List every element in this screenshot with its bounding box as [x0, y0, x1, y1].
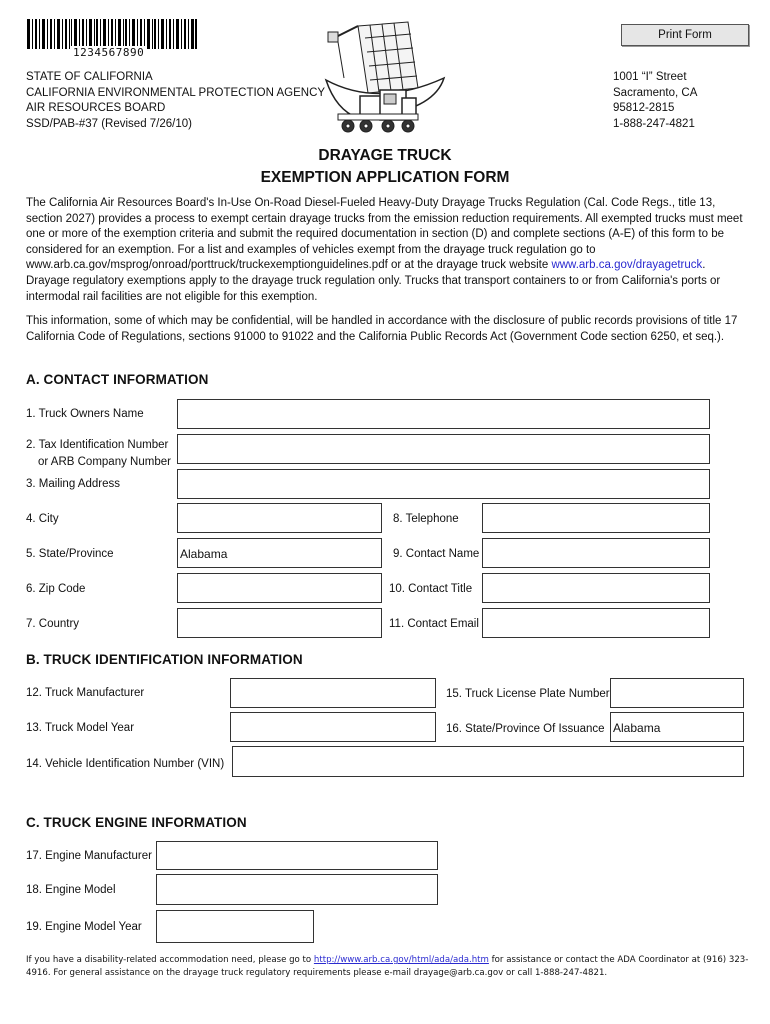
country-field[interactable] — [177, 608, 382, 638]
owner-name-field[interactable] — [177, 399, 710, 429]
form-title-line1: DRAYAGE TRUCK — [318, 147, 452, 164]
license-plate-label: 15. Truck License Plate Number — [446, 688, 610, 700]
footer-text-2: for assistance or contact the ADA Coordinator at (916) 323-4916. For general assistance on the drayage truck regulatory requirements please e-mail drayage@arb.ca.gov or call 1-888-247-4821. — [26, 955, 749, 978]
engine-manufacturer-label: 17. Engine Manufacturer — [26, 850, 152, 862]
mailing-address-label: 3. Mailing Address — [26, 478, 120, 490]
engine-model-label: 18. Engine Model — [26, 884, 116, 896]
vin-field[interactable] — [232, 746, 744, 777]
confidentiality-paragraph: This information, some of which may be confidential, will be handled in accordance with the disclosure of public records provisions of title 17 California Code of Regulations, sections 91000 to 91022 and the California Public Records Act (Government Code section 6250, et seq.). — [26, 315, 738, 343]
issuance-state-select[interactable]: Alabama — [610, 712, 744, 742]
country-label: 7. Country — [26, 618, 80, 630]
section-b-heading: B. TRUCK IDENTIFICATION INFORMATION — [26, 652, 303, 667]
tax-id-label-line1: 2. Tax Identification Number — [26, 439, 169, 451]
engine-model-year-label: 19. Engine Model Year — [26, 921, 142, 933]
agency-line: AIR RESOURCES BOARD — [26, 102, 166, 114]
engine-model-year-field[interactable] — [156, 910, 314, 943]
print-form-button[interactable]: Print Form — [621, 24, 749, 46]
footer-text: If you have a disability-related accommodation need, please go to — [26, 955, 314, 965]
section-c-heading: C. TRUCK ENGINE INFORMATION — [26, 815, 247, 830]
truck-manufacturer-field[interactable] — [230, 678, 436, 708]
address-zip: 95812-2815 — [613, 102, 675, 114]
tax-id-label-line2: or ARB Company Number — [38, 456, 171, 468]
agency-line: CALIFORNIA ENVIRONMENTAL PROTECTION AGENCY — [26, 86, 326, 99]
contact-name-label: 9. Contact Name — [393, 548, 480, 560]
engine-manufacturer-field[interactable] — [156, 841, 438, 870]
barcode-number: 1234567890 — [73, 46, 145, 59]
intro-text: The California Air Resources Board's In-Use On-Road Diesel-Fueled Heavy-Duty Drayage Trucks Regulation (Cal. Code Regs., title 13, section 2027) provides a process to exempt certain drayage trucks from the emission reduction requirements. All exempted trucks must meet one or more of the exemption criteria and submit the required documentation in section (D) and complete sections (A-E) of this form to be considered for an exemption. For a list and examples of vehicles exempt from the drayage truck regulation go to www.arb.ca.gov/msprog/onroad/porttruck/truckexemptionguidelines.pdf or at the drayage truck website — [26, 197, 743, 272]
engine-model-field[interactable] — [156, 874, 438, 905]
truck-model-year-field[interactable] — [230, 712, 436, 742]
contact-email-field[interactable] — [482, 608, 710, 638]
owner-name-label: 1. Truck Owners Name — [26, 408, 144, 420]
vin-label: 14. Vehicle Identification Number (VIN) — [26, 758, 225, 770]
address-city: Sacramento, CA — [613, 86, 698, 99]
intro-paragraph — [26, 196, 752, 305]
drayage-website-link[interactable]: www.arb.ca.gov/drayagetruck — [551, 259, 703, 272]
truck-manufacturer-label: 12. Truck Manufacturer — [26, 687, 145, 699]
address-block — [613, 70, 697, 132]
intro-text-end: . — [702, 259, 706, 272]
ada-link[interactable]: http://www.arb.ca.gov/html/ada/ada.htm — [313, 955, 489, 965]
address-phone: 1-888-247-4821 — [613, 117, 695, 130]
city-field[interactable] — [177, 503, 382, 533]
license-plate-field[interactable] — [610, 678, 744, 708]
state-province-select[interactable]: Alabama — [177, 538, 382, 568]
zip-code-label: 6. Zip Code — [26, 583, 86, 595]
agency-block — [26, 70, 325, 132]
tax-id-field[interactable] — [177, 434, 710, 464]
telephone-field[interactable] — [482, 503, 710, 533]
state-province-label: 5. State/Province — [26, 548, 114, 560]
truck-model-year-label: 13. Truck Model Year — [26, 722, 135, 734]
port-truck-logo — [318, 18, 448, 140]
contact-email-label: 11. Contact Email — [389, 618, 479, 630]
contact-title-field[interactable] — [482, 573, 710, 603]
telephone-label: 8. Telephone — [393, 513, 459, 525]
contact-title-label: 10. Contact Title — [389, 583, 473, 595]
city-label: 4. City — [26, 513, 59, 525]
zip-code-field[interactable] — [177, 573, 382, 603]
tax-id-label — [26, 437, 171, 471]
section-a-heading: A. CONTACT INFORMATION — [26, 372, 209, 387]
barcode — [27, 19, 197, 63]
form-number: SSD/PAB-#37 (Revised 7/26/10) — [26, 117, 192, 130]
address-street: 1001 “I” Street — [613, 71, 687, 83]
form-title-line2: EXEMPTION APPLICATION FORM — [260, 169, 510, 186]
agency-line: STATE OF CALIFORNIA — [26, 71, 153, 83]
issuance-state-label: 16. State/Province Of Issuance — [446, 723, 605, 735]
intro-text-2: Drayage regulatory exemptions apply to the drayage truck regulation only. Trucks that transport containers to or from California's ports or intermodal rail facilities are not eligible for this exemption. — [26, 274, 721, 303]
accessibility-footer — [26, 954, 752, 980]
mailing-address-field[interactable] — [177, 469, 710, 499]
contact-name-field[interactable] — [482, 538, 710, 568]
